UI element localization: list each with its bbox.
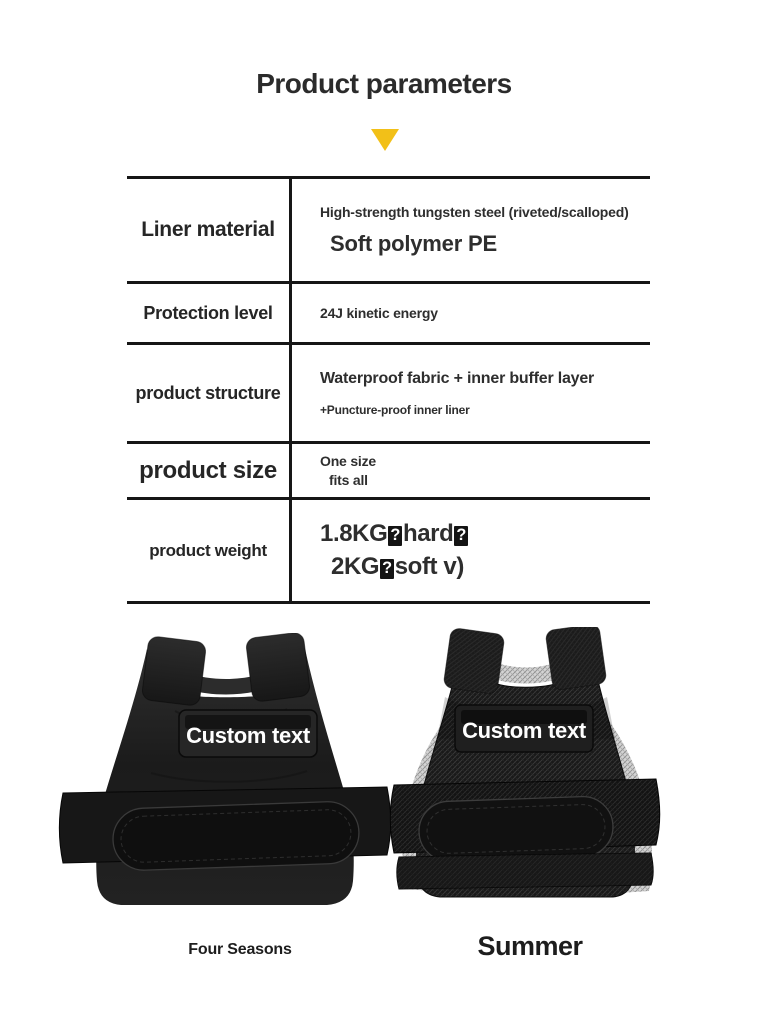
lower-hem-mesh (397, 853, 654, 889)
spec-value-protection-level (292, 284, 650, 345)
page-title: Product parameters (256, 68, 512, 99)
product-image-summer-vest (385, 627, 665, 915)
spec-value-line: +Puncture-proof inner liner (320, 402, 470, 417)
spec-value-line: High-strength tungsten steel (riveted/scalloped) (320, 203, 629, 220)
shoulder-strap-left (443, 628, 505, 695)
spec-label-protection-level: Protection level (127, 284, 292, 345)
spec-label-product-structure: product structure (127, 345, 292, 444)
spec-label-liner-material: Liner material (127, 179, 292, 284)
spec-value-line: 1.8KG ? hard ? (320, 520, 466, 547)
caption-four-seasons: Four Seasons (188, 941, 292, 958)
spec-value-line: 24J kinetic energy (320, 305, 438, 321)
spec-table (127, 176, 650, 604)
caption-summer: Summer (477, 931, 583, 961)
spec-value-line: One size (320, 453, 376, 470)
spec-value-line: 2KG ? soft v) (331, 553, 464, 580)
spec-value-product-size (292, 444, 650, 500)
shoulder-strap-left (141, 636, 206, 707)
custom-text-label: Custom text (462, 718, 586, 743)
spec-value-line: Soft polymer PE (330, 230, 497, 256)
spec-label-product-size: product size (127, 444, 292, 500)
spec-value-liner-material (292, 179, 650, 284)
down-arrow-icon (371, 129, 399, 151)
spec-label-product-weight: product weight (127, 500, 292, 601)
velcro-strap (112, 801, 360, 872)
spec-value-line: fits all (329, 471, 368, 488)
spec-value-product-structure (292, 345, 650, 444)
shoulder-strap-right (245, 633, 310, 702)
custom-text-label: Custom text (186, 723, 310, 748)
spec-value-product-weight (292, 500, 650, 601)
spec-value-line: Waterproof fabric + inner buffer layer (320, 369, 595, 387)
shoulder-strap-right (545, 627, 607, 690)
product-image-four-seasons-vest (55, 633, 395, 918)
velcro-strap (418, 796, 614, 863)
